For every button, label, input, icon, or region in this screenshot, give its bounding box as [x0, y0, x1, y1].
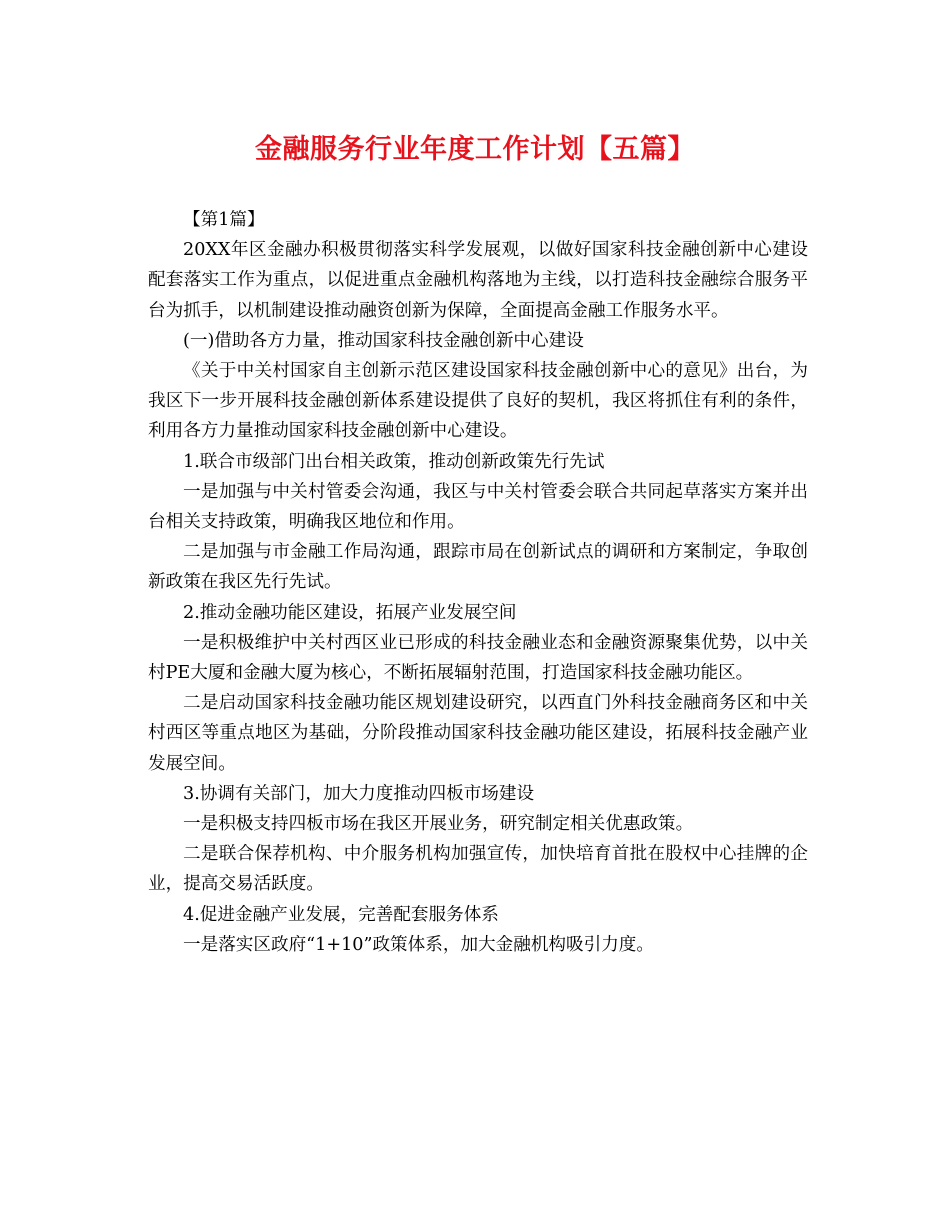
- paragraph-item-2-b: 二是启动国家科技金融功能区规划建设研究，以西直门外科技金融商务区和中关村西区等重点地区为基础，分阶段推动国家科技金融功能区建设，拓展科技金融产业发展空间。: [148, 693, 808, 774]
- paragraph-item-3-a: 一是积极支持四板市场在我区开展业务，研究制定相关优惠政策。: [183, 814, 694, 835]
- subheading-item-4: 4.促进金融产业发展，完善配套服务体系: [183, 904, 499, 925]
- paragraph-item-4-a: 一是落实区政府“1+10”政策体系，加大金融机构吸引力度。: [183, 934, 654, 955]
- document-title: 金融服务行业年度工作计划【五篇】: [255, 134, 695, 165]
- subheading-item-3: 3.协调有关部门，加大力度推动四板市场建设: [183, 783, 535, 804]
- subheading-item-2: 2.推动金融功能区建设，拓展产业发展空间: [183, 602, 517, 623]
- paragraph-item-1-a: 一是加强与中关村管委会沟通，我区与中关村管委会联合共同起草落实方案并出台相关支持政策，明确我区地位和作用。: [148, 481, 808, 533]
- paragraph-item-1-b: 二是加强与市金融工作局沟通，跟踪市局在创新试点的调研和方案制定，争取创新政策在我区先行先试。: [148, 542, 808, 593]
- section-heading-part-1: 【第1篇】: [183, 210, 265, 230]
- heading-section-1: (一)借助各方力量，推动国家科技金融创新中心建设: [183, 330, 584, 351]
- paragraph-intro: 20XX年区金融办积极贯彻落实科学发展观，以做好国家科技金融创新中心建设配套落实工作为重点，以促进重点金融机构落地为主线，以打造科技金融综合服务平台为抓手，以机制建设推动融资创新为保障，全面提高金融工作服务水平。: [148, 240, 808, 321]
- paragraph-item-2-a: 一是积极维护中关村西区业已形成的科技金融业态和金融资源聚集优势，以中关村PE大厦和金融大厦为核心，不断拓展辐射范围，打造国家科技金融功能区。: [148, 632, 808, 684]
- subheading-item-1: 1.联合市级部门出台相关政策，推动创新政策先行先试: [183, 451, 605, 472]
- paragraph-section-1-intro: 《关于中关村国家自主创新示范区建设国家科技金融创新中心的意见》出台，为我区下一步开展科技金融创新体系建设提供了良好的契机，我区将抓住有利的条件，利用各方力量推动国家科技金融创新中心建设。: [148, 361, 808, 442]
- document-body: [148, 205, 808, 960]
- paragraph-item-3-b: 二是联合保荐机构、中介服务机构加强宣传，加快培育首批在股权中心挂牌的企业，提高交易活跃度。: [148, 844, 808, 895]
